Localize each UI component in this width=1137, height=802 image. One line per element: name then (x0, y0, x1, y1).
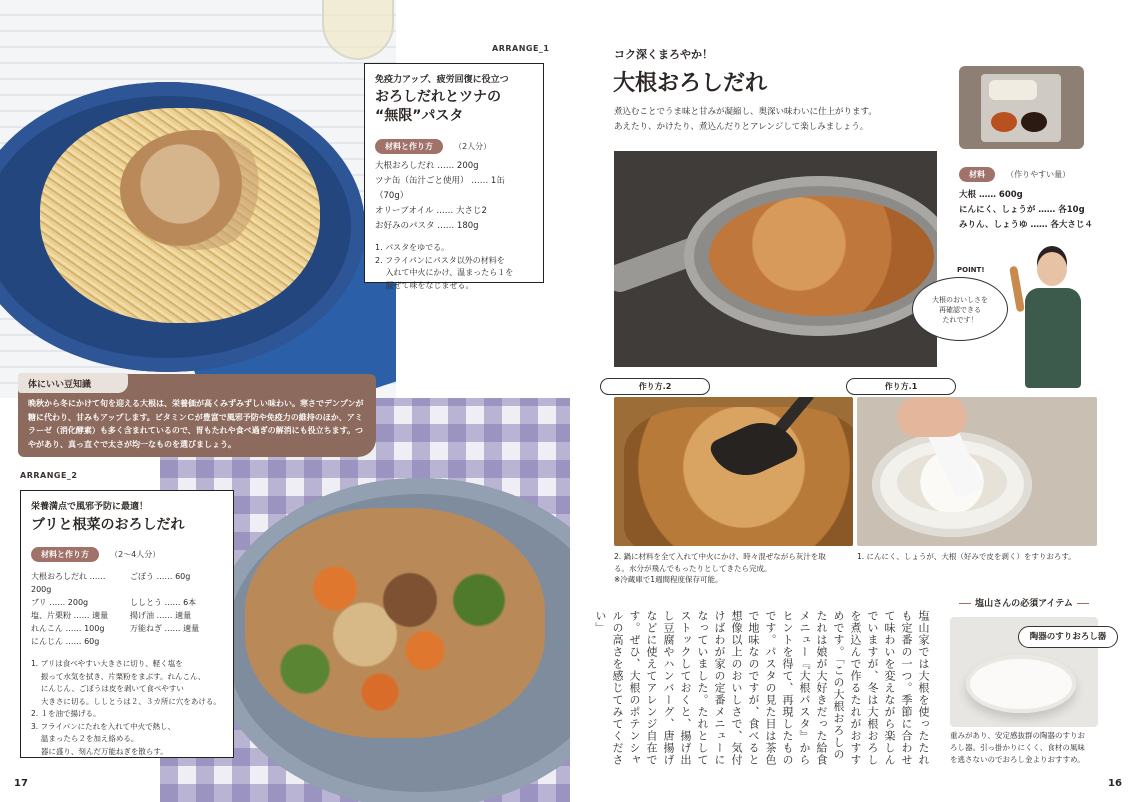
page-number-right: 16 (1108, 778, 1122, 789)
caption-line: る。水分が飛んでもったりとしてきたら完成。 (614, 563, 772, 573)
trivia-text: 晩秋から冬にかけて旬を迎える大根は、栄養価が高くみずみずしい味わい。寒さでデンプンが糖に代わり、甘みもアップします。ビタミンＣが豊富で風邪予防や免疫力の維持のほか、アミラーゼ（消化酵素）も多く含まれているので、胃もたれや食べ過ぎの解消にも役立ちます。つやがあり、真っ直ぐで太さが均一なものを選びましょう。 (28, 399, 364, 449)
ingredient-item (130, 635, 223, 648)
caption-line: 2. 鍋に材料を全て入れて中火にかけ、時々混ぜながら灰汁を取 (614, 552, 826, 561)
step1-tag: 作り方.1 (846, 378, 956, 395)
step1-photo (857, 397, 1097, 546)
arrange2-recipe-box (20, 490, 234, 758)
arrange2-title: ブリと根菜のおろしだれ (31, 517, 185, 533)
ingredient-item: ツナ缶（缶汁ごと使用） …… 1缶（70g） (375, 176, 505, 201)
arrange1-label: ARRANGE_1 (492, 44, 550, 53)
materials-note: （作りやすい量） (1006, 170, 1071, 179)
materials-list (959, 188, 1099, 233)
ingredient-item: 大根おろしだれ …… 200g (375, 161, 479, 171)
ingredient-item: ごぼう …… 60g (130, 572, 191, 581)
bubble-line: たれです！ (942, 316, 978, 324)
ingredient-item: 揚げ油 …… 適量 (130, 611, 192, 620)
step-line: 温まったら２を加え絡める。 (31, 734, 139, 743)
bubble-line: 再確認できる (939, 306, 981, 314)
caption-line: を逃さないのでおろし金よりおすすめ。 (950, 755, 1085, 764)
page-title: 大根おろしだれ (613, 71, 768, 96)
ingredient-item: ししとう …… 6本 (130, 598, 197, 607)
ingredient-item: オリーブオイル …… 大さじ2 (375, 206, 487, 216)
pasta-photo (0, 0, 396, 398)
intro-line: 煮込むことでうま味と甘みが凝縮し、奥深い味わいに仕上がります。 (614, 107, 877, 117)
speech-bubble (912, 277, 1008, 341)
arrange1-ingredients-tag: 材料と作り方 (375, 139, 443, 154)
catch-copy: コク深くまろやか！ (614, 48, 713, 61)
ingredients-photo (959, 66, 1084, 149)
arrange1-recipe-box (364, 63, 544, 290)
arrange2-ingredients-tag: 材料と作り方 (31, 547, 99, 562)
intro-line: あえたり、かけたり、煮込んだりとアレンジして楽しみましょう。 (614, 122, 869, 132)
step-line: 3. フライパンにたれを入れて中火で熱し、 (31, 721, 176, 731)
materials-tag: 材料 (959, 167, 995, 182)
step-line: 器に盛り、刻んだ万能ねぎを散らす。 (31, 746, 168, 756)
item-title: 塩山さんの必須アイテム (950, 596, 1098, 609)
arrange1-steps (375, 242, 533, 292)
arrange2-steps (31, 658, 223, 758)
arrange2-ingredient-list (31, 570, 223, 648)
arrange2-subtitle: 栄養満点で風邪予防に最適！ (31, 502, 149, 512)
step-line: 1. ブリは食べやすい大きさに切り、軽く塩を (31, 659, 183, 668)
sauce-photo (614, 151, 937, 367)
ingredient-item: れんこん …… 100g (31, 624, 105, 633)
intro-text (614, 105, 954, 135)
arrange1-ingredient-list (375, 159, 533, 234)
step2-photo (614, 397, 853, 546)
chef-photo (1019, 250, 1089, 388)
caption-line: 重みがあり、安定感抜群の陶器のすりお (950, 731, 1085, 740)
ingredient-item: 大根おろしだれ …… 200g (31, 572, 106, 594)
step2-caption (614, 551, 854, 586)
caption-line: ろし器。引っ掛かりにくく、食材の風味 (950, 743, 1085, 752)
grater-tag: 陶器のすりおろし器 (1018, 626, 1118, 648)
step1-caption: 1. にんにく、しょうが、大根（好みで皮を剥く）をすりおろす。 (857, 552, 1076, 561)
caption-note: ※冷蔵庫で1週間程度保存可能。 (614, 575, 723, 584)
materials-block (959, 162, 1099, 233)
ingredient-item: にんにく、しょうが …… 各10g (959, 205, 1085, 215)
step-line: 振って水気を拭き、片栗粉をまぶす。れんこん、 (31, 671, 206, 681)
bubble-line: 大根のおいしさを (932, 296, 988, 304)
arrange1-title-line2: “無限”パスタ (375, 108, 464, 124)
arrange1-serving-note: （2人分） (454, 142, 492, 151)
ingredient-item: にんじん …… 60g (31, 637, 100, 646)
item-caption (950, 730, 1100, 766)
ingredient-item: 大根 …… 600g (959, 190, 1023, 200)
step-line: にんじん、ごぼうは皮を剥いて食べやすい (31, 684, 184, 693)
step-line: 混ぜて味をなじませる。 (375, 280, 474, 290)
ingredient-item: 万能ねぎ …… 適量 (130, 624, 200, 633)
step2-tag: 作り方.2 (600, 378, 710, 395)
ingredient-item: お好みのパスタ …… 180g (375, 221, 479, 231)
step-line: 大きさに切る。ししとうは２、３カ所に穴をあける。 (31, 696, 221, 706)
step-line: 2. フライパンにパスタ以外の材料を (375, 255, 505, 265)
arrange1-subtitle: 免疫力アップ、疲労回復に役立つ (375, 75, 509, 85)
point-label: POINT! (957, 266, 985, 274)
ingredient-item: 塩、片栗粉 …… 適量 (31, 611, 109, 620)
ingredient-item: ブリ …… 200g (31, 598, 89, 607)
page-number-left: 17 (14, 778, 28, 789)
ingredient-item: みりん、しょうゆ …… 各大さじ４ (959, 220, 1093, 230)
column-text: 塩山家では大根を使ったたれも定番の一つ。季節に合わせて味わいを変えながら楽しんでいますが、冬は大根おろしを煮込んで作るたれがおすすめです。「この大根おろしのたれは娘が大好きだった給食メニュー『大根パスタ』からヒントを得て、再現したものです。パスタの見た目は茶色で地味なのですが、食べると想像以上のおいしさで、気付けばわが家の定番メニューになっていました。たれとしてストックしておくと、揚げ出し豆腐やハンバーグ、唐揚げなどに使えてアレンジ自在です。ぜひ、大根のポテンシャルの高さを感じてみてください」 (594, 610, 930, 766)
step-line: 2. １を油で揚げる。 (31, 709, 101, 718)
arrange2-serving-note: （2～4人分） (110, 550, 161, 559)
step-line: 入れて中火にかけ、温まったら１を (375, 268, 514, 277)
trivia-tag: 体にいい豆知識 (18, 373, 128, 393)
arrange2-label: ARRANGE_2 (20, 471, 78, 480)
arrange1-title-line1: おろしだれとツナの (375, 89, 501, 105)
step-line: 1. パスタをゆでる。 (375, 243, 450, 252)
